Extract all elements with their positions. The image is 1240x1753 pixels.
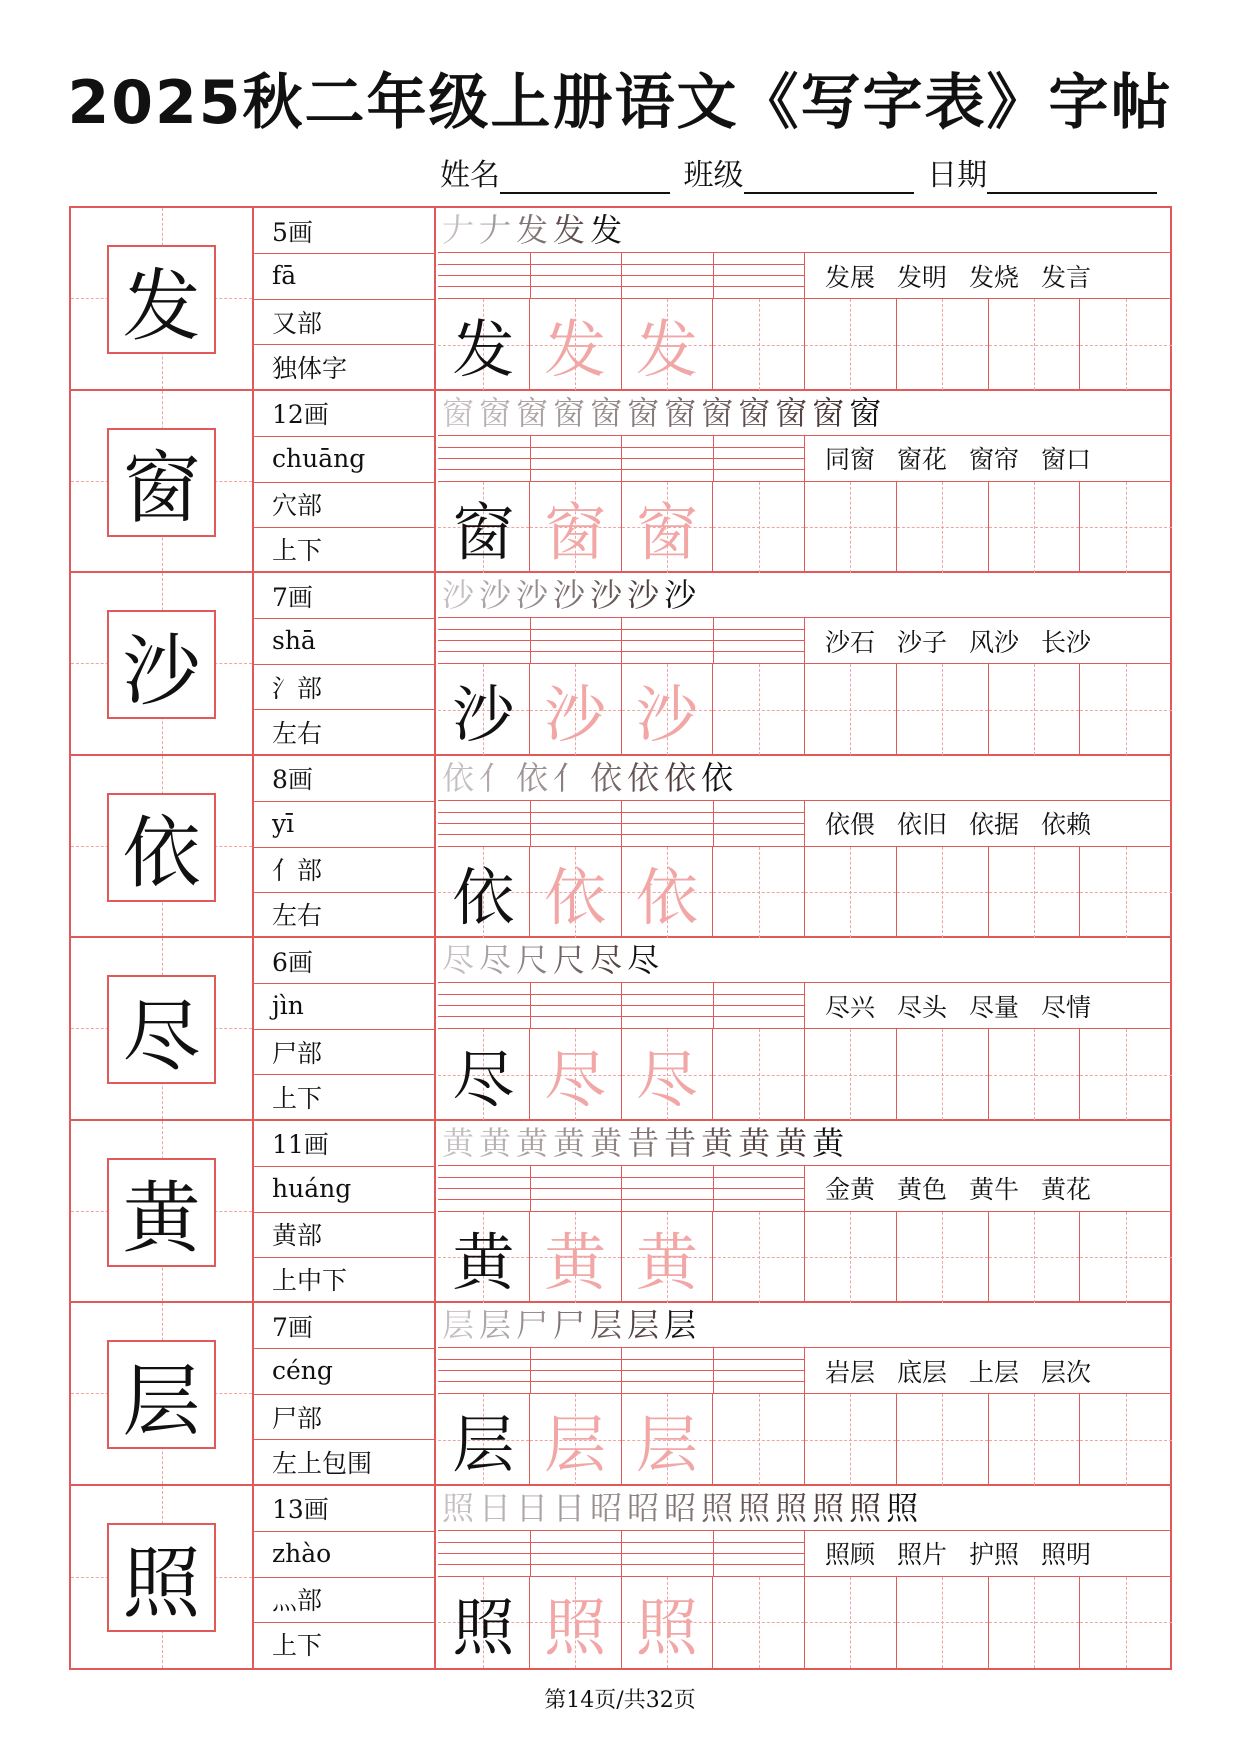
trace-cell[interactable] [530, 1577, 622, 1668]
stroke-step: 层 [627, 1306, 665, 1344]
writing-grid [438, 1577, 1172, 1668]
word: 依偎 [825, 810, 876, 839]
word: 护照 [969, 1540, 1020, 1569]
character-info [254, 756, 436, 937]
stroke-step: 窗 [849, 393, 887, 432]
stroke-count: 7画 [272, 582, 313, 612]
pinyin: huáng [272, 1173, 352, 1203]
radical: 黄部 [272, 1221, 323, 1250]
writing-cell[interactable] [805, 1577, 897, 1668]
pinyin-practice-lines[interactable] [438, 1166, 804, 1212]
practice-sheet [69, 206, 1172, 1670]
stroke-count: 8画 [272, 765, 313, 794]
stroke-order [438, 938, 1172, 983]
word: 沙石 [825, 627, 876, 657]
stroke-step: 昭 [590, 1488, 628, 1527]
character-info [254, 938, 436, 1119]
trace-character: 黄 [544, 1225, 607, 1299]
model-character-cell [71, 938, 254, 1119]
stroke-step: 尽 [590, 941, 628, 979]
radical: 氵部 [272, 673, 323, 703]
stroke-step: 沙 [442, 576, 480, 614]
writing-cell[interactable] [713, 664, 805, 755]
trace-character: 黄 [635, 1225, 698, 1299]
structure: 上中下 [272, 1266, 348, 1295]
character-info [254, 1121, 436, 1302]
stroke-step: 照 [701, 1488, 739, 1527]
writing-cell[interactable] [805, 847, 897, 938]
writing-grid [438, 1394, 1172, 1485]
trace-cell[interactable] [530, 1394, 622, 1485]
pinyin: yī [272, 808, 295, 838]
stroke-step: 窗 [590, 393, 628, 432]
model-character-cell [71, 573, 254, 754]
stroke-step: 发 [553, 211, 591, 249]
word: 风沙 [969, 627, 1020, 657]
stroke-step: 照 [886, 1488, 924, 1527]
model-character: 沙 [107, 610, 216, 719]
word-list [804, 436, 1172, 482]
word: 发言 [1041, 262, 1092, 292]
pinyin-practice-lines[interactable] [438, 801, 804, 847]
stroke-step: 窗 [775, 393, 813, 432]
stroke-step: 层 [479, 1306, 517, 1344]
writing-cell[interactable] [1080, 1394, 1172, 1485]
example-character: 尽 [452, 1043, 515, 1116]
word: 上层 [969, 1357, 1020, 1387]
character-info [254, 573, 436, 754]
trace-cell[interactable] [530, 1029, 622, 1120]
writing-cell[interactable] [713, 482, 805, 573]
trace-cell[interactable] [622, 1577, 714, 1668]
word-list [804, 253, 1172, 299]
word: 长沙 [1041, 627, 1092, 657]
writing-cell[interactable] [1080, 1212, 1172, 1303]
stroke-step: 照 [738, 1488, 776, 1527]
stroke-step: 窗 [664, 393, 702, 432]
structure: 左右 [272, 718, 323, 748]
pinyin: céng [272, 1356, 333, 1385]
example-character: 发 [452, 313, 515, 386]
writing-cell[interactable] [713, 1577, 805, 1668]
trace-cell[interactable] [622, 482, 714, 573]
word: 尽情 [1041, 992, 1092, 1022]
word: 同窗 [825, 445, 876, 474]
stroke-step: 依 [627, 758, 665, 797]
word: 黄花 [1041, 1175, 1092, 1204]
stroke-step: 黄 [701, 1123, 739, 1162]
stroke-step: 沙 [516, 576, 554, 614]
stroke-order [438, 756, 1172, 801]
word-list [804, 801, 1172, 847]
trace-cell[interactable] [622, 1394, 714, 1485]
trace-cell[interactable] [622, 1029, 714, 1120]
writing-grid [438, 482, 1172, 573]
stroke-step: 尽 [627, 941, 665, 979]
word-list [804, 618, 1172, 664]
model-character-cell [71, 208, 254, 389]
pinyin-practice-lines[interactable] [438, 253, 804, 299]
writing-grid [438, 1212, 1172, 1303]
stroke-step: 照 [849, 1488, 887, 1527]
writing-cell[interactable] [1080, 1029, 1172, 1120]
trace-character: 沙 [544, 678, 607, 751]
character-row [71, 208, 1170, 391]
writing-cell[interactable] [989, 1394, 1081, 1485]
stroke-step: 亻 [479, 758, 517, 797]
model-character-cell [71, 756, 254, 937]
stroke-step: 发 [590, 211, 628, 249]
character-info [254, 391, 436, 572]
trace-character: 尽 [544, 1043, 607, 1116]
trace-character: 照 [544, 1590, 607, 1664]
stroke-order [438, 1303, 1172, 1348]
structure: 上下 [272, 1631, 323, 1660]
writing-cell[interactable] [989, 664, 1081, 755]
trace-cell[interactable] [530, 482, 622, 573]
word: 底层 [897, 1357, 948, 1387]
word: 岩层 [825, 1357, 876, 1387]
stroke-step: 尸 [553, 1306, 591, 1344]
trace-character: 尽 [635, 1043, 698, 1116]
word: 依据 [969, 810, 1020, 839]
stroke-step: 昔 [664, 1123, 702, 1162]
stroke-step: 黄 [479, 1123, 517, 1162]
word: 黄牛 [969, 1175, 1020, 1204]
stroke-step: 昭 [664, 1488, 702, 1527]
radical: 穴部 [272, 491, 323, 520]
stroke-step: 黄 [812, 1123, 850, 1162]
writing-cell[interactable] [989, 1577, 1081, 1668]
writing-cell[interactable] [1080, 664, 1172, 755]
character-info [254, 1303, 436, 1484]
stroke-step: 昔 [627, 1123, 665, 1162]
stroke-step: 尽 [442, 941, 480, 979]
writing-cell[interactable] [805, 1212, 897, 1303]
stroke-order [438, 1121, 1172, 1166]
character-row [71, 573, 1170, 756]
example-character: 依 [452, 860, 515, 934]
writing-cell[interactable] [897, 1394, 989, 1485]
stroke-step: 日 [479, 1488, 517, 1527]
stroke-step: 窗 [812, 393, 850, 432]
word: 尽量 [969, 992, 1020, 1022]
character-row [71, 1121, 1170, 1304]
writing-cell[interactable] [897, 482, 989, 573]
stroke-step: 依 [590, 758, 628, 797]
trace-cell[interactable] [530, 299, 622, 390]
stroke-count: 7画 [272, 1312, 313, 1342]
trace-character: 沙 [635, 678, 698, 751]
trace-character: 照 [635, 1590, 698, 1664]
stroke-step: 沙 [590, 576, 628, 614]
trace-character: 窗 [635, 495, 698, 569]
stroke-step: 层 [442, 1306, 480, 1344]
stroke-step: 尸 [516, 1306, 554, 1344]
writing-cell[interactable] [713, 1029, 805, 1120]
stroke-step: 黄 [775, 1123, 813, 1162]
example-cell[interactable] [438, 1394, 530, 1485]
pinyin-practice-lines[interactable] [438, 1531, 804, 1577]
pinyin: zhào [272, 1538, 332, 1568]
stroke-step: 依 [516, 758, 554, 797]
stroke-step: 发 [516, 211, 554, 249]
model-character: 窗 [107, 428, 216, 537]
example-character: 沙 [452, 678, 515, 751]
class-label: 班级 [683, 158, 744, 193]
writing-cell[interactable] [1080, 847, 1172, 938]
stroke-step: 黄 [442, 1123, 480, 1162]
word: 黄色 [897, 1175, 948, 1204]
writing-cell[interactable] [805, 482, 897, 573]
structure: 左上包围 [272, 1448, 373, 1478]
pinyin: fā [272, 261, 297, 290]
stroke-step: 𠂇 [479, 211, 517, 249]
page-number: 第14页/共32页 [544, 1688, 696, 1713]
example-character: 黄 [452, 1225, 515, 1299]
writing-cell[interactable] [989, 482, 1081, 573]
radical: 灬部 [272, 1586, 323, 1615]
example-character: 照 [452, 1590, 515, 1664]
writing-cell[interactable] [1080, 482, 1172, 573]
stroke-step: 日 [553, 1488, 591, 1527]
writing-cell[interactable] [805, 664, 897, 755]
character-info [254, 1486, 436, 1669]
stroke-step: 窗 [442, 393, 480, 432]
stroke-step: 窗 [738, 393, 776, 432]
student-info-line [440, 150, 1161, 194]
model-character: 黄 [107, 1158, 216, 1267]
trace-cell[interactable] [622, 299, 714, 390]
stroke-step: 层 [590, 1306, 628, 1344]
stroke-order [438, 208, 1172, 253]
stroke-step: 窗 [479, 393, 517, 432]
trace-cell[interactable] [622, 664, 714, 755]
structure: 独体字 [272, 353, 348, 383]
trace-cell[interactable] [622, 847, 714, 938]
character-info [254, 208, 436, 389]
stroke-step: 沙 [627, 576, 665, 614]
stroke-count: 5画 [272, 217, 313, 247]
writing-cell[interactable] [989, 299, 1081, 390]
model-character-cell [71, 1121, 254, 1302]
pinyin: chuāng [272, 443, 366, 473]
stroke-step: 𠂇 [442, 211, 480, 249]
writing-cell[interactable] [713, 299, 805, 390]
stroke-count: 13画 [272, 1495, 329, 1524]
word: 层次 [1041, 1357, 1092, 1387]
date-blank[interactable] [987, 162, 1157, 194]
stroke-step: 窗 [701, 393, 739, 432]
stroke-step: 亻 [553, 758, 591, 797]
example-cell[interactable] [438, 1212, 530, 1303]
structure: 上下 [272, 1083, 323, 1113]
model-character: 层 [107, 1340, 216, 1449]
stroke-step: 沙 [479, 576, 517, 614]
word: 照片 [897, 1540, 948, 1569]
word: 窗帘 [969, 445, 1020, 474]
stroke-count: 12画 [272, 400, 329, 429]
word: 沙子 [897, 627, 948, 657]
word-list [804, 983, 1172, 1029]
model-character-cell [71, 1303, 254, 1484]
trace-cell[interactable] [622, 1212, 714, 1303]
stroke-order [438, 391, 1172, 436]
trace-character: 发 [635, 313, 698, 386]
writing-cell[interactable] [897, 847, 989, 938]
stroke-count: 6画 [272, 947, 313, 977]
word: 窗花 [897, 445, 948, 474]
pinyin-practice-lines[interactable] [438, 436, 804, 482]
model-character: 依 [107, 793, 216, 902]
radical: 亻部 [272, 856, 323, 885]
page-title: 2025秋二年级上册语文《写字表》字帖 [67, 68, 1173, 138]
word: 发明 [897, 262, 948, 292]
writing-cell[interactable] [897, 299, 989, 390]
writing-grid [438, 847, 1172, 938]
date-label: 日期 [927, 158, 988, 193]
character-row [71, 1303, 1170, 1486]
example-cell[interactable] [438, 664, 530, 755]
writing-cell[interactable] [897, 1029, 989, 1120]
pinyin-practice-lines[interactable] [438, 983, 804, 1029]
example-cell[interactable] [438, 847, 530, 938]
writing-grid [438, 299, 1172, 390]
stroke-step: 依 [701, 758, 739, 797]
stroke-step: 沙 [664, 576, 702, 614]
word: 尽头 [897, 992, 948, 1022]
stroke-step: 照 [442, 1488, 480, 1527]
trace-character: 依 [635, 860, 698, 934]
stroke-step: 黄 [516, 1123, 554, 1162]
writing-cell[interactable] [713, 847, 805, 938]
stroke-step: 尺 [516, 941, 554, 979]
radical: 又部 [272, 308, 323, 338]
trace-character: 层 [635, 1408, 698, 1481]
stroke-order [438, 573, 1172, 618]
class-blank[interactable] [744, 162, 914, 194]
model-character-cell [71, 391, 254, 572]
example-character: 层 [452, 1408, 515, 1481]
trace-character: 发 [544, 313, 607, 386]
word: 发烧 [969, 262, 1020, 292]
word: 照明 [1041, 1540, 1092, 1569]
character-row [71, 1486, 1170, 1669]
word: 照顾 [825, 1540, 876, 1569]
pinyin: jìn [272, 991, 304, 1020]
stroke-order [438, 1486, 1172, 1531]
stroke-step: 层 [664, 1306, 702, 1344]
writing-cell[interactable] [713, 1212, 805, 1303]
word: 依旧 [897, 810, 948, 839]
name-blank[interactable] [500, 162, 670, 194]
writing-cell[interactable] [989, 1029, 1081, 1120]
writing-cell[interactable] [805, 299, 897, 390]
example-cell[interactable] [438, 299, 530, 390]
model-character: 照 [107, 1523, 216, 1632]
word: 尽兴 [825, 992, 876, 1022]
writing-cell[interactable] [897, 1577, 989, 1668]
structure: 上下 [272, 536, 323, 565]
character-row [71, 756, 1170, 939]
model-character: 发 [107, 245, 216, 354]
writing-cell[interactable] [989, 847, 1081, 938]
stroke-count: 11画 [272, 1130, 329, 1159]
model-character-cell [71, 1486, 254, 1669]
word: 依赖 [1041, 810, 1092, 839]
stroke-step: 黄 [553, 1123, 591, 1162]
stroke-step: 依 [664, 758, 702, 797]
stroke-step: 黄 [590, 1123, 628, 1162]
example-cell[interactable] [438, 1577, 530, 1668]
trace-character: 依 [544, 860, 607, 934]
example-cell[interactable] [438, 482, 530, 573]
stroke-step: 日 [516, 1488, 554, 1527]
writing-cell[interactable] [897, 1212, 989, 1303]
stroke-step: 窗 [516, 393, 554, 432]
name-label: 姓名 [440, 158, 500, 193]
writing-cell[interactable] [1080, 299, 1172, 390]
trace-character: 层 [544, 1408, 607, 1481]
stroke-step: 沙 [553, 576, 591, 614]
trace-cell[interactable] [530, 1212, 622, 1303]
writing-cell[interactable] [1080, 1577, 1172, 1668]
character-row [71, 938, 1170, 1121]
trace-character: 窗 [544, 495, 607, 569]
stroke-step: 尺 [553, 941, 591, 979]
model-character: 尽 [107, 975, 216, 1084]
structure: 左右 [272, 901, 323, 930]
stroke-step: 昭 [627, 1488, 665, 1527]
stroke-step: 依 [442, 758, 480, 797]
example-cell[interactable] [438, 1029, 530, 1120]
writing-cell[interactable] [805, 1029, 897, 1120]
stroke-step: 照 [775, 1488, 813, 1527]
writing-cell[interactable] [897, 664, 989, 755]
stroke-step: 尽 [479, 941, 517, 979]
stroke-step: 黄 [738, 1123, 776, 1162]
trace-cell[interactable] [530, 664, 622, 755]
radical: 尸部 [272, 1038, 323, 1068]
word-list [804, 1166, 1172, 1212]
writing-cell[interactable] [805, 1394, 897, 1485]
stroke-step: 照 [812, 1488, 850, 1527]
character-row [71, 391, 1170, 574]
example-character: 窗 [452, 495, 515, 569]
word-list [804, 1531, 1172, 1577]
writing-cell[interactable] [989, 1212, 1081, 1303]
pinyin-practice-lines[interactable] [438, 618, 804, 664]
writing-grid [438, 1029, 1172, 1120]
writing-cell[interactable] [713, 1394, 805, 1485]
radical: 尸部 [272, 1403, 323, 1433]
trace-cell[interactable] [530, 847, 622, 938]
word: 发展 [825, 262, 876, 292]
writing-grid [438, 664, 1172, 755]
word: 金黄 [825, 1175, 876, 1204]
pinyin-practice-lines[interactable] [438, 1348, 804, 1394]
word: 窗口 [1041, 445, 1092, 474]
word-list [804, 1348, 1172, 1394]
stroke-step: 窗 [627, 393, 665, 432]
stroke-step: 窗 [553, 393, 591, 432]
pinyin: shā [272, 626, 316, 655]
